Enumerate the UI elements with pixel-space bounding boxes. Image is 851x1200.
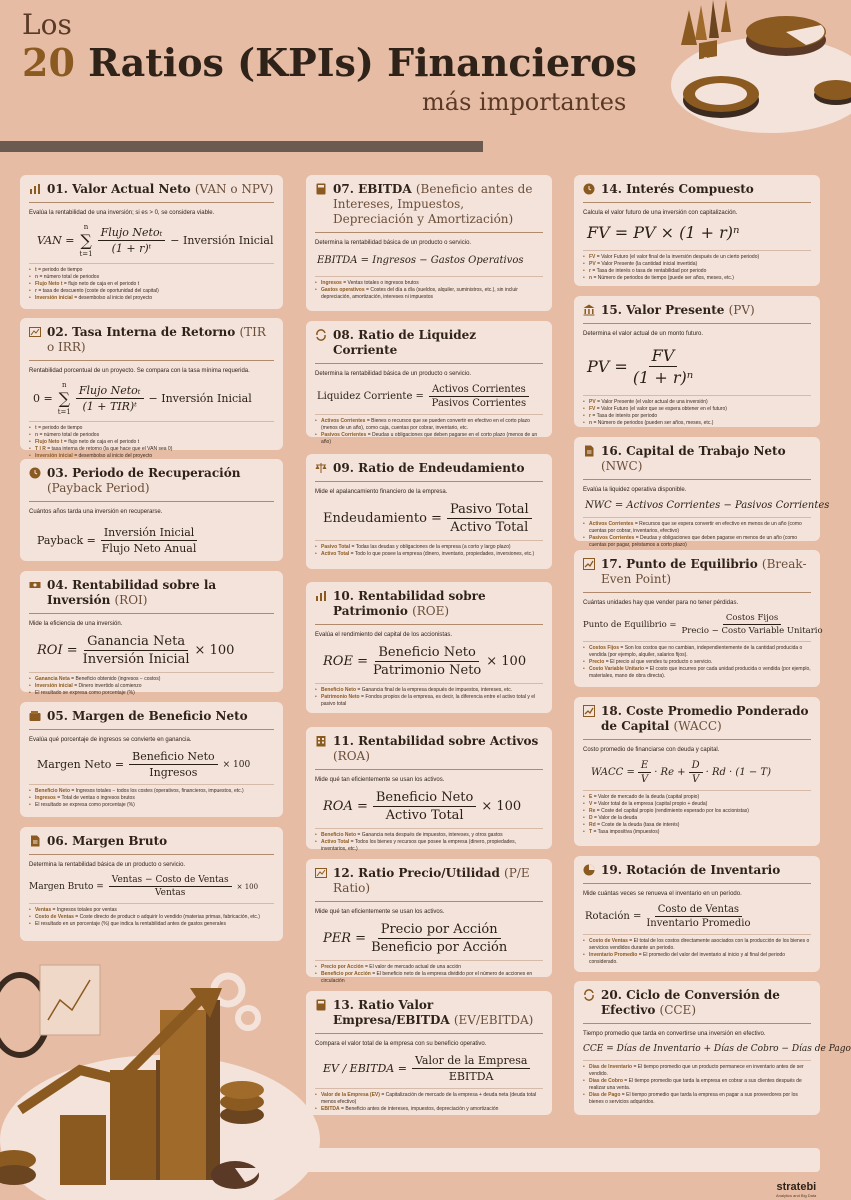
card-roa [306, 727, 552, 852]
legend-list [583, 395, 811, 427]
card-description: Evalúa qué porcentaje de ingresos se convierte en ganancia. [29, 737, 192, 743]
card-title: 02. Tasa Interna de Retorno (TIR o IRR) [29, 325, 274, 361]
card-cce [574, 981, 851, 1115]
brand-tagline: Analytics and Big Data [776, 1193, 817, 1198]
legend-list [583, 641, 811, 680]
legend-item: • Rd = Coste de la deuda (tasa de interés) [583, 822, 811, 829]
legend-item: • Precio por Acción = El valor de mercado actual de una acción [315, 964, 543, 971]
title-main [22, 40, 637, 85]
legend-item: • Costo Variable Unitario = El costo que incurres por cada unidad producida o vendida (por ejemplo, materiales, mano de obra directa). [583, 666, 811, 680]
legend-item: • T = Tasa impositiva (impuestos) [583, 829, 811, 836]
formula: VAN = n ∑ t=1 $\frac{\text{Flujo Netoₜ}}{\text{(1 + r)ᵗ}}$ − Inversión Inicial [37, 223, 274, 258]
card-interes-compuesto [574, 175, 820, 286]
header [0, 0, 841, 150]
legend-item: • Flujo Neto t = flujo neto de caja en el periodo t [29, 439, 274, 446]
legend-item: • r = Tasa de interés por periodo [583, 413, 811, 420]
card-title: 15. Valor Presente (PV) [583, 303, 811, 324]
card-description: Mide la eficiencia de una inversión. [29, 621, 123, 627]
card-title: 19. Rotación de Inventario [583, 863, 811, 884]
formula: PV = $\frac{FV}{\text{(1 + r)ⁿ}}$ [587, 346, 694, 387]
legend-list [29, 784, 274, 809]
legend-item: • Beneficio por Acción = El beneficio neto de la empresa dividido por el número de acciones en circulación [315, 971, 543, 985]
legend-item: • Re = Coste del capital propio (rendimiento esperado por los accionistas) [583, 808, 811, 815]
card-description: Mide el apalancamiento financiero de la empresa. [315, 489, 448, 495]
card-liquidez [306, 321, 552, 445]
legend-item: • Precio = El precio al que vendes tu producto o servicio. [583, 659, 811, 666]
legend-list [315, 828, 543, 853]
card-description: Rentabilidad porcentual de un proyecto. Se compara con la tasa mínima requerida. [29, 368, 250, 374]
legend-item: • Flujo Neto t = flujo neto de caja en el periodo t [29, 281, 274, 288]
card-description: Mide qué tan eficientemente se usan los activos. [315, 909, 445, 915]
formula: Margen Neto = $\frac{\text{Beneficio Neto}}{\text{Ingresos}}$ × 100 [37, 750, 251, 779]
legend-list [583, 1060, 811, 1106]
card-description: Tiempo promedio que tarda en convertirse una inversión en efectivo. [583, 1031, 766, 1037]
line-chart-icon [583, 705, 595, 717]
legend-item: • Activo Total = Todos los bienes y recursos que posee la empresa (dinero, propiedades, inventarios, etc.) [315, 839, 543, 853]
legend-item: • Beneficio Neto = Ganancia neta después de impuestos, intereses, y otros gastos [315, 832, 543, 839]
image-chart-icon [29, 326, 41, 338]
legend-list [315, 414, 543, 446]
legend-item: • Patrimonio Neto = Fondos propios de la empresa, es decir, la diferencia entre el activo total y el pasivo total [315, 694, 543, 708]
header-divider [0, 141, 483, 152]
legend-item: • E = Valor de mercado de la deuda (capital propio) [583, 794, 811, 801]
legend-item: • Valor de la Empresa (EV) = Capitalización de mercado de la empresa + deuda neta (deuda total menos efectivo) [315, 1092, 543, 1106]
legend-item: • t = periodo de tiempo [29, 425, 274, 432]
formula: Endeudamiento = $\frac{\text{Pasivo Total}}{\text{Activo Total}}$ [323, 502, 543, 535]
legend-list [29, 263, 274, 302]
formula: Rotación = $\frac{\text{Costo de Ventas}}{\text{Inventario Promedio}}$ [585, 904, 751, 929]
legend-item: • Inversión inicial = Dinero invertido al comienzo [29, 683, 274, 690]
legend-list [315, 683, 543, 708]
card-title: 10. Rentabilidad sobre Patrimonio (ROE) [315, 589, 543, 625]
formula: FV = PV × (1 + r)ⁿ [587, 223, 740, 242]
card-title: 14. Interés Compuesto [583, 182, 811, 203]
card-description: Mide qué tan eficientemente se usan los activos. [315, 777, 445, 783]
card-title: 16. Capital de Trabajo Neto (NWC) [583, 444, 811, 480]
legend-item: • Inversión inicial = desembolso al inicio del proyecto [29, 453, 274, 460]
legend-item: • t = periodo de tiempo [29, 267, 274, 274]
card-description: Determina el valor actual de un monto futuro. [583, 331, 704, 337]
legend-item: • Pasivos Corrientes = Deudas y obligaciones que deben pagarse en menos de un año (como cuentas por pagar, préstamos a corto plazo) [583, 535, 811, 549]
document-icon [29, 835, 41, 847]
card-description: Evalúa la liquidez operativa disponible. [583, 487, 687, 493]
card-endeudamiento [306, 454, 552, 569]
card-valor-presente [574, 296, 820, 427]
legend-item: • El resultado en un porcentaje (%) que indica la rentabilidad antes de gastos generales [29, 921, 274, 928]
card-title: 06. Margen Bruto [29, 834, 274, 855]
formula: ROA = $\frac{\text{Beneficio Neto}}{\text{Activo Total}}$ × 100 [323, 790, 522, 823]
legend-item: • Ingresos = Ventas totales o ingresos brutos [315, 280, 543, 287]
card-description: Determina la rentabilidad básica de un producto o servicio. [29, 862, 186, 868]
legend-item: • Días de Pago = El tiempo promedio que tarda la empresa en pagar a sus proveedores por los bienes o servicios adquiridos. [583, 1092, 811, 1106]
card-description: Mide cuántas veces se renueva el inventario en un período. [583, 891, 742, 897]
brand-logo [776, 1181, 816, 1198]
title-number: 20 [22, 40, 75, 85]
card-van [20, 175, 283, 309]
card-margen-bruto [20, 827, 283, 941]
legend-item: • Días de Inventario = El tiempo promedio que un producto permanece en inventario antes de ser vendido. [583, 1064, 811, 1078]
legend-item: • n = Número de periodos de tiempo (puede ser años, meses, etc.) [583, 275, 811, 282]
card-tir [20, 318, 283, 459]
legend-item: • Activos Corrientes = Bienes o recursos que se pueden convertir en efectivo en el corto plazo (menos de un año), como caja, cuentas por cobrar, inventario, etc. [315, 418, 543, 432]
legend-item: • Ganancia Neta = Beneficio obtenido (ingresos − costos) [29, 676, 274, 683]
refresh-icon [315, 329, 327, 341]
footer-band [305, 1148, 820, 1172]
title-main-text: Ratios (KPIs) Financieros [88, 40, 637, 85]
card-rotacion-inventario [574, 856, 820, 972]
legend-item: • Días de Cobro = El tiempo promedio que tarda la empresa en cobrar a sus clientes después de realizar una venta. [583, 1078, 811, 1092]
legend-list [583, 790, 811, 836]
legend-list [583, 250, 811, 282]
legend-item: • n = número total de periodos [29, 432, 274, 439]
card-ev-ebitda [306, 991, 552, 1115]
legend-item: • El resultado se expresa como porcentaje (%) [29, 802, 274, 809]
card-title: 20. Ciclo de Conversión de Efectivo (CCE) [583, 988, 811, 1024]
refresh-icon [583, 989, 595, 1001]
legend-item: • PV = Valor Presente (la cantidad inicial invertida) [583, 261, 811, 268]
legend-list [29, 672, 274, 697]
card-title: 04. Rentabilidad sobre la Inversión (ROI) [29, 578, 274, 614]
card-description: Cuántas unidades hay que vender para no tener pérdidas. [583, 600, 739, 606]
legend-item: • PV = Valor Presente (el valor actual de una inversión) [583, 399, 811, 406]
card-description: Compara el valor total de la empresa con su beneficio operativo. [315, 1041, 487, 1047]
formula: EBITDA = Ingresos − Gastos Operativos [317, 255, 524, 266]
card-punto-equilibrio [574, 550, 823, 687]
legend-list [583, 934, 811, 966]
legend-item: • Beneficio Neto = Ingresos totales − todos los costes (operativos, financieros, impuestos, etc.) [29, 788, 274, 795]
card-description: Cuántos años tarda una inversión en recuperarse. [29, 509, 163, 515]
card-title: 03. Periodo de Recuperación (Payback Period) [29, 466, 274, 502]
formula: Payback = $\frac{\text{Inversión Inicial}}{\text{Flujo Neto Anual}}$ [37, 526, 197, 555]
legend-item: • D = Valor de la deuda [583, 815, 811, 822]
legend-list [29, 903, 274, 928]
formula: CCE = Días de Inventario + Días de Cobro − Días de Pago [583, 1044, 851, 1054]
formula: ROI = $\frac{\text{Ganancia Neta}}{\text{Inversión Inicial}}$ × 100 [37, 634, 235, 667]
legend-item: • V = Valor total de la empresa (capital propio + deuda) [583, 801, 811, 808]
pie-icon [583, 864, 595, 876]
legend-list [315, 960, 543, 985]
card-description: Determina la rentabilidad básica de un producto o servicio. [315, 240, 472, 246]
card-description: Costo promedio de financiarse con deuda y capital. [583, 747, 720, 753]
legend-list [315, 1088, 543, 1113]
legend-item: • EBITDA = Beneficio antes de intereses, impuestos, depreciación y amortización [315, 1106, 543, 1113]
formula: Margen Bruto = $\frac{\text{Ventas − Costo de Ventas}}{\text{Ventas}}$ × 100 [29, 875, 259, 898]
card-title: 18. Coste Promedio Ponderado de Capital (WACC) [583, 704, 811, 740]
svg-text:%: % [703, 55, 714, 68]
legend-item: • T I R = tasa interna de retorno (la que hace que el VAN sea 0) [29, 446, 274, 453]
formula: 0 = n ∑ t=1 $\frac{\text{Flujo Netoₜ}}{\text{(1 + TIR)ᵗ}}$ − Inversión Inicial [33, 381, 252, 416]
legend-item: • n = Número de periodos (pueden ser años, meses, etc.) [583, 420, 811, 427]
document-icon [583, 445, 595, 457]
bar-chart-icon [315, 590, 327, 602]
bank-icon [583, 304, 595, 316]
formula: NWC = Activos Corrientes − Pasivos Corrientes [585, 500, 830, 511]
legend-item: • FV = Valor Futuro (el valor que se espera obtener en el futuro) [583, 406, 811, 413]
card-roi [20, 571, 283, 696]
card-roe [306, 582, 552, 713]
legend-list [29, 421, 274, 460]
card-title: 09. Ratio de Endeudamiento [315, 461, 543, 482]
legend-item: • Ventas = Ingresos totales por ventas [29, 907, 274, 914]
legend-list [315, 276, 543, 301]
money-icon [29, 579, 41, 591]
card-title: 07. EBITDA (Beneficio antes de Intereses, Impuestos, Depreciación y Amortización) [315, 182, 543, 233]
legend-item: • Beneficio Neto = Ganancia final de la empresa después de impuestos, intereses, etc. [315, 687, 543, 694]
card-payback [20, 459, 283, 561]
legend-list [583, 517, 811, 549]
clock-icon [583, 183, 595, 195]
bar-chart-icon [29, 183, 41, 195]
legend-item: • Costo de Ventas = Coste directo de producir o adquirir lo vendido (materias primas, fabricación, etc.) [29, 914, 274, 921]
card-margen-neto [20, 702, 283, 817]
card-per [306, 859, 552, 984]
legend-list [315, 540, 543, 558]
line-chart-icon [583, 558, 595, 570]
image-chart-icon [315, 867, 327, 879]
card-title: 08. Ratio de Liquidez Corriente [315, 328, 543, 364]
formula: Liquidez Corriente = $\frac{\text{Activos Corrientes}}{\text{Pasivos Corrientes}}$ [317, 384, 543, 409]
legend-item: • Pasivos Corrientes = Deudas u obligaciones que deben pagarse en el corto plazo (menos de un año) [315, 432, 543, 446]
formula: Punto de Equilibrio = $\frac{\text{Costos Fijos}}{\text{Precio − Costo Variable Unitario}}$ [583, 613, 823, 636]
card-title: 17. Punto de Equilibrio (Break-Even Point) [583, 557, 811, 593]
legend-item: • FV = Valor Futuro (el valor final de la inversión después de un cierto periodo) [583, 254, 811, 261]
legend-item: • Activo Total = Todo lo que posee la empresa (dinero, inventario, propiedades, inversiones, etc.) [315, 551, 543, 558]
legend-item: • Activos Corrientes = Recursos que se espera convertir en efectivo en menos de un año (como cuentas por cobrar, inventarios, efectivo) [583, 521, 811, 535]
legend-item: • Pasivo Total = Todas las deudas y obligaciones de la empresa (a corto y largo plazo) [315, 544, 543, 551]
legend-item: • Costo de Ventas = El total de los costos directamente asociados con la producción de los bienes o servicios vendidos durante un periodo. [583, 938, 811, 952]
formula: ROE = $\frac{\text{Beneficio Neto}}{\text{Patrimonio Neto}}$ × 100 [323, 645, 527, 678]
legend-item: • r = Tasa de interés o tasa de rentabilidad por periodo [583, 268, 811, 275]
legend-item: • Inventario Promedio = El promedio del valor del inventario al inicio y al final del periodo considerado. [583, 952, 811, 966]
scale-icon [315, 462, 327, 474]
card-ebitda [306, 175, 552, 311]
card-wacc [574, 697, 820, 846]
formula: WACC = $\frac{E}{V}$ · Re + $\frac{D}{V}$ · Rd · (1 − T) [591, 760, 771, 785]
title-line-3: más importantes [422, 88, 627, 116]
growth-illustration [0, 940, 300, 1200]
legend-item: • r = tasa de descuento (coste de oportunidad del capital) [29, 288, 274, 295]
card-description: Calcula el valor futuro de una inversión con capitalización. [583, 210, 738, 216]
building-icon [315, 735, 327, 747]
card-description: Evalúa la rentabilidad de una inversión; si es > 0, se considera viable. [29, 210, 215, 216]
calculator-icon [315, 183, 327, 195]
title-line-1: Los [22, 8, 72, 41]
calculator-icon [315, 999, 327, 1011]
wallet-icon [29, 710, 41, 722]
card-title: 11. Rentabilidad sobre Activos (ROA) [315, 734, 543, 770]
card-title: 05. Margen de Beneficio Neto [29, 709, 274, 730]
card-nwc [574, 437, 830, 548]
legend-item: • Gastos operativos = Costes del día a día (sueldos, alquiler, suministros, etc.), sin incluir depreciación, amortización, intereses ni impuestos [315, 287, 543, 301]
card-title: 13. Ratio Valor Empresa/EBITDA (EV/EBITDA) [315, 998, 543, 1034]
legend-item: • Inversión inicial = desembolso al inicio del proyecto [29, 295, 274, 302]
legend-item: • Costos Fijos = Son los costos que no cambian, independientemente de la cantidad producida o vendida (por ejemplo, alquiler, salarios fijos). [583, 645, 811, 659]
card-description: Evalúa el rendimiento del capital de los accionistas. [315, 632, 453, 638]
legend-item: • El resultado se expresa como porcentaje (%) [29, 690, 274, 697]
legend-item: • Ingresos = Total de ventas o ingresos brutos [29, 795, 274, 802]
formula: PER = $\frac{\text{Precio por Acción}}{\text{Beneficio por Acción}}$ [323, 922, 508, 955]
formula: EV / EBITDA = $\frac{\text{Valor de la Empresa}}{\text{EBITDA}}$ [323, 1054, 543, 1083]
legend-item: • n = número total de periodos [29, 274, 274, 281]
card-description: Determina la rentabilidad básica de un producto o servicio. [315, 371, 472, 377]
clock-icon [29, 467, 41, 479]
card-title: 01. Valor Actual Neto (VAN o NPV) [29, 182, 274, 203]
brand-name: stratebi [776, 1181, 817, 1193]
card-title: 12. Ratio Precio/Utilidad (P/E Ratio) [315, 866, 543, 902]
finance-illustration [661, 0, 841, 135]
